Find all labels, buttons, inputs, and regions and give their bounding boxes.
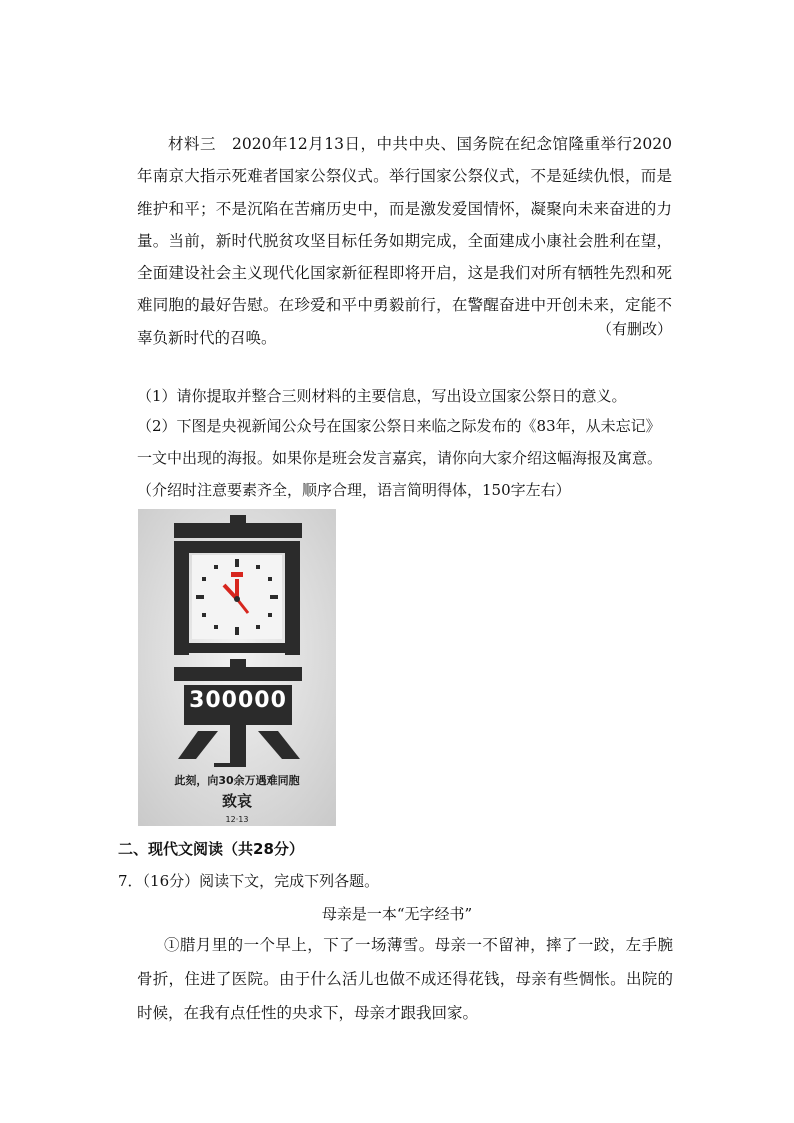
story-paragraph-1: ①腊月里的一个早上，下了一场薄雪。母亲一不留神，摔了一跤，左手腕骨折，住进了医院。由于什么活儿也做不成还得花钱，母亲有些惆怅。出院的时候，在我有点任性的央求下，母亲才跟我回家。 (137, 936, 673, 1022)
victims-number: 300000 (189, 688, 287, 713)
story-title: 母亲是一本“无字经书” (321, 905, 473, 923)
edit-credit: （有删改） (596, 320, 672, 338)
poster-graphic (138, 509, 336, 826)
section-heading: 二、现代文阅读（共28分） (118, 840, 304, 858)
question-7: 7．（16分）阅读下文，完成下列各题。 (118, 872, 380, 890)
memorial-poster (138, 509, 336, 826)
poster-date: 12·13 (225, 815, 249, 824)
poster-line-1: 此刻，向30余万遇难同胞 (174, 774, 300, 787)
material-three-paragraph: 材料三 2020年12月13日，中共中央、国务院在纪念馆隆重举行2020年南京大指示死难者国家公祭仪式。举行国家公祭仪式，不是延续仇恨，而是维护和平；不是沉陷在苦痛历史中，而是激发爱国情怀，凝聚向未来奋进的力量。当前，新时代脱贫攻坚目标任务如期完成，全面建成小康社会胜利在望，全面建设社会主义现代化国家新征程即将开启，这是我们对所有牺牲先烈和死难同胞的最好告慰。在珍爱和平中勇毅前行，在警醒奋进中开创未来，定能不辜负新时代的召唤。 (137, 135, 672, 347)
question-1: （1）请你提取并整合三则材料的主要信息，写出设立国家公祭日的意义。 (137, 387, 627, 405)
question-2: （2）下图是央视新闻公众号在国家公祭日来临之际发布的《83年，从未忘记》一文中出现的海报。如果你是班会发言嘉宾，请你向大家介绍这幅海报及寓意。（介绍时注意要素齐全，顺序合理，语言简明得体，150字左右） (137, 417, 663, 499)
clock-icon (192, 555, 282, 639)
poster-line-2: 致哀 (221, 792, 253, 810)
jing-character-glyph (174, 659, 302, 767)
